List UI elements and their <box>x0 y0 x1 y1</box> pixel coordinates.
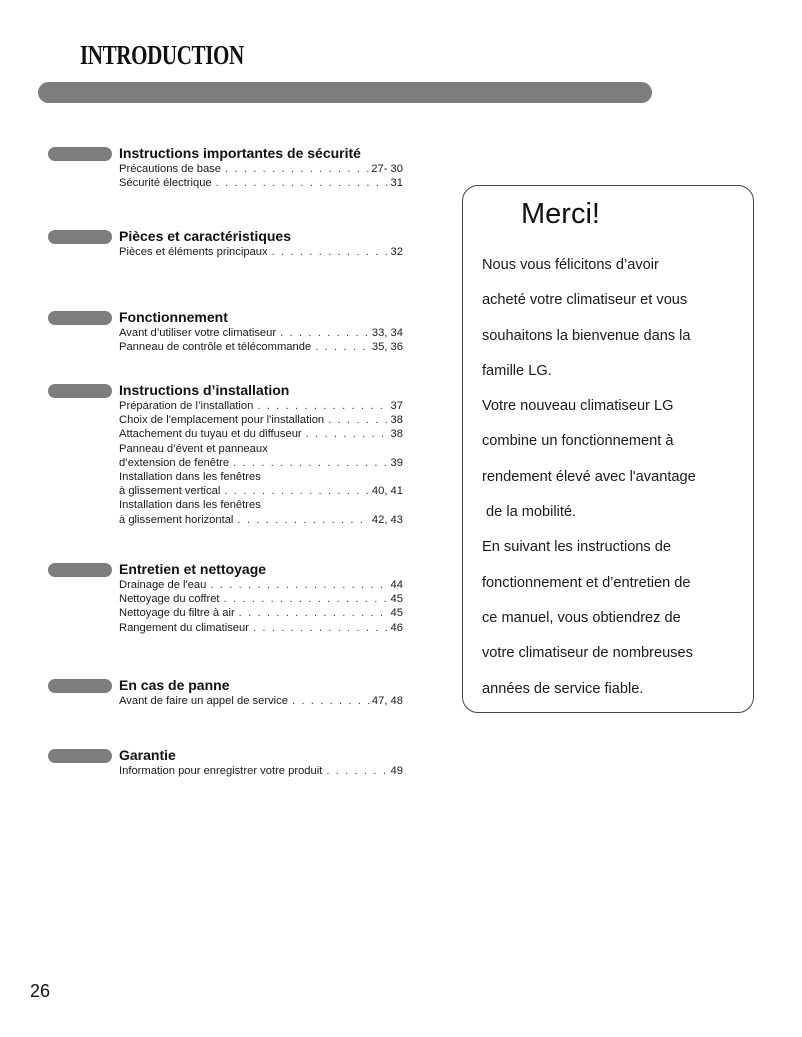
entry-text: Précautions de base <box>119 163 221 175</box>
title-bar <box>38 82 652 103</box>
section-marker <box>48 749 112 763</box>
section-marker <box>48 230 112 244</box>
section-entries <box>119 326 403 354</box>
entry-page: 37 <box>390 400 403 412</box>
dot-leader <box>328 413 388 427</box>
entry-text: Information pour enregistrer votre produit <box>119 765 323 777</box>
section-marker <box>48 563 112 577</box>
dot-leader <box>216 176 389 190</box>
entry-page: 42, 43 <box>371 513 403 526</box>
section-title: En cas de panne <box>119 677 230 693</box>
entry-text: Installation dans les fenêtres <box>119 499 261 512</box>
entry-page: 45 <box>390 593 403 606</box>
entry-page: 32 <box>390 246 403 258</box>
section-entries <box>119 162 403 190</box>
section-entries <box>119 245 403 259</box>
toc-entry <box>119 498 403 512</box>
dot-leader <box>239 606 389 620</box>
dot-leader <box>237 513 369 527</box>
toc-entry <box>119 399 403 413</box>
merci-line: Votre nouveau climatiseur LG <box>482 398 674 415</box>
merci-text <box>482 248 752 707</box>
toc-entry <box>119 413 403 427</box>
merci-line: combine un fonctionnement à <box>482 433 674 450</box>
dot-leader <box>272 245 389 259</box>
dot-leader <box>233 456 388 470</box>
dot-leader <box>280 326 370 340</box>
entry-page: 44 <box>390 579 403 591</box>
dot-leader <box>210 578 388 592</box>
entry-text: Pièces et éléments principaux <box>119 246 268 258</box>
section-entries <box>119 399 403 527</box>
entry-text: à glissement horizontal <box>119 513 234 526</box>
merci-box <box>462 185 754 713</box>
toc-entry <box>119 456 403 470</box>
entry-page: 40, 41 <box>371 485 403 498</box>
entry-text: Choix de l'emplacement pour l'installation <box>119 414 325 427</box>
entry-page: 27- 30 <box>371 163 403 175</box>
section-marker <box>48 147 112 161</box>
entry-page: 35, 36 <box>371 341 403 354</box>
merci-line: En suivant les instructions de <box>482 539 672 556</box>
entry-text: d’extension de fenêtre <box>119 456 230 469</box>
entry-page: 49 <box>390 765 403 777</box>
dot-leader <box>315 340 370 354</box>
toc-entry <box>119 176 403 190</box>
section-title: Pièces et caractéristiques <box>119 228 291 244</box>
toc-entry <box>119 326 403 340</box>
toc-entry <box>119 621 403 635</box>
dot-leader <box>292 694 370 708</box>
merci-line: acheté votre climatiseur et vous <box>482 292 688 309</box>
section-title: Instructions importantes de sécurité <box>119 145 361 161</box>
toc-entry <box>119 245 403 259</box>
entry-page: 39 <box>390 456 403 469</box>
dot-leader <box>224 592 389 606</box>
merci-line: ce manuel, vous obtiendrez de <box>482 609 681 626</box>
merci-line: famille LG. <box>482 362 552 379</box>
section-title: Garantie <box>119 747 176 763</box>
entry-text: Préparation de l’installation <box>119 400 254 412</box>
toc-entry <box>119 513 403 527</box>
toc-entry <box>119 484 403 498</box>
entry-page: 38 <box>390 414 403 427</box>
entry-page: 47, 48 <box>371 695 403 707</box>
entry-page: 31 <box>390 177 403 190</box>
toc-entry <box>119 162 403 176</box>
dot-leader <box>257 399 388 413</box>
page-number: 26 <box>30 981 51 1001</box>
section-entries <box>119 578 403 635</box>
toc-entry <box>119 340 403 354</box>
entry-page: 38 <box>390 428 403 441</box>
merci-line: votre climatiseur de nombreuses <box>482 645 693 662</box>
page-title: INTRODUCTION <box>80 40 244 70</box>
entry-page: 45 <box>390 607 403 620</box>
entry-text: Avant de faire un appel de service <box>119 695 288 707</box>
section-marker <box>48 384 112 398</box>
section-entries <box>119 764 403 778</box>
merci-title: Merci! <box>521 198 600 230</box>
section-entries <box>119 694 403 708</box>
dot-leader <box>326 764 388 778</box>
entry-text: Nettoyage du coffret <box>119 593 220 606</box>
merci-line: années de service fiable. <box>482 680 644 697</box>
entry-text: à glissement vertical <box>119 485 221 498</box>
dot-leader <box>253 621 389 635</box>
entry-page: 46 <box>390 621 403 634</box>
dot-leader <box>306 427 389 441</box>
section-title: Entretien et nettoyage <box>119 561 267 577</box>
section-marker <box>48 679 112 693</box>
toc-entry <box>119 764 403 778</box>
entry-text: Attachement du tuyau et du diffuseur <box>119 428 302 441</box>
entry-text: Nettoyage du filtre à air <box>119 607 235 620</box>
entry-text: Drainage de l'eau <box>119 579 207 591</box>
dot-leader <box>225 162 369 176</box>
section-title: Fonctionnement <box>119 309 228 325</box>
merci-line: de la mobilité. <box>482 504 577 521</box>
dot-leader <box>224 484 370 498</box>
toc-entry <box>119 470 403 484</box>
toc-entry <box>119 606 403 620</box>
entry-text: Sécurité électrique <box>119 177 212 190</box>
toc-entry <box>119 694 403 708</box>
entry-text: Panneau de contrôle et télécommande <box>119 341 312 354</box>
toc-entry <box>119 442 403 456</box>
section-title: Instructions d’installation <box>119 382 290 398</box>
entry-text: Rangement du climatiseur <box>119 621 249 634</box>
section-marker <box>48 311 112 325</box>
entry-text: Panneau d’évent et panneaux <box>119 442 268 455</box>
entry-text: Avant d’utiliser votre climatiseur <box>119 327 277 339</box>
merci-line: Nous vous félicitons d’avoir <box>482 257 659 273</box>
toc-entry <box>119 578 403 592</box>
entry-page: 33, 34 <box>371 327 403 339</box>
merci-line: fonctionnement et d’entretien de <box>482 574 691 591</box>
toc-entry <box>119 427 403 441</box>
merci-line: souhaitons la bienvenue dans la <box>482 327 691 344</box>
entry-text: Installation dans les fenêtres <box>119 470 261 483</box>
merci-line: rendement élevé avec l'avantage <box>482 468 696 485</box>
toc-entry <box>119 592 403 606</box>
